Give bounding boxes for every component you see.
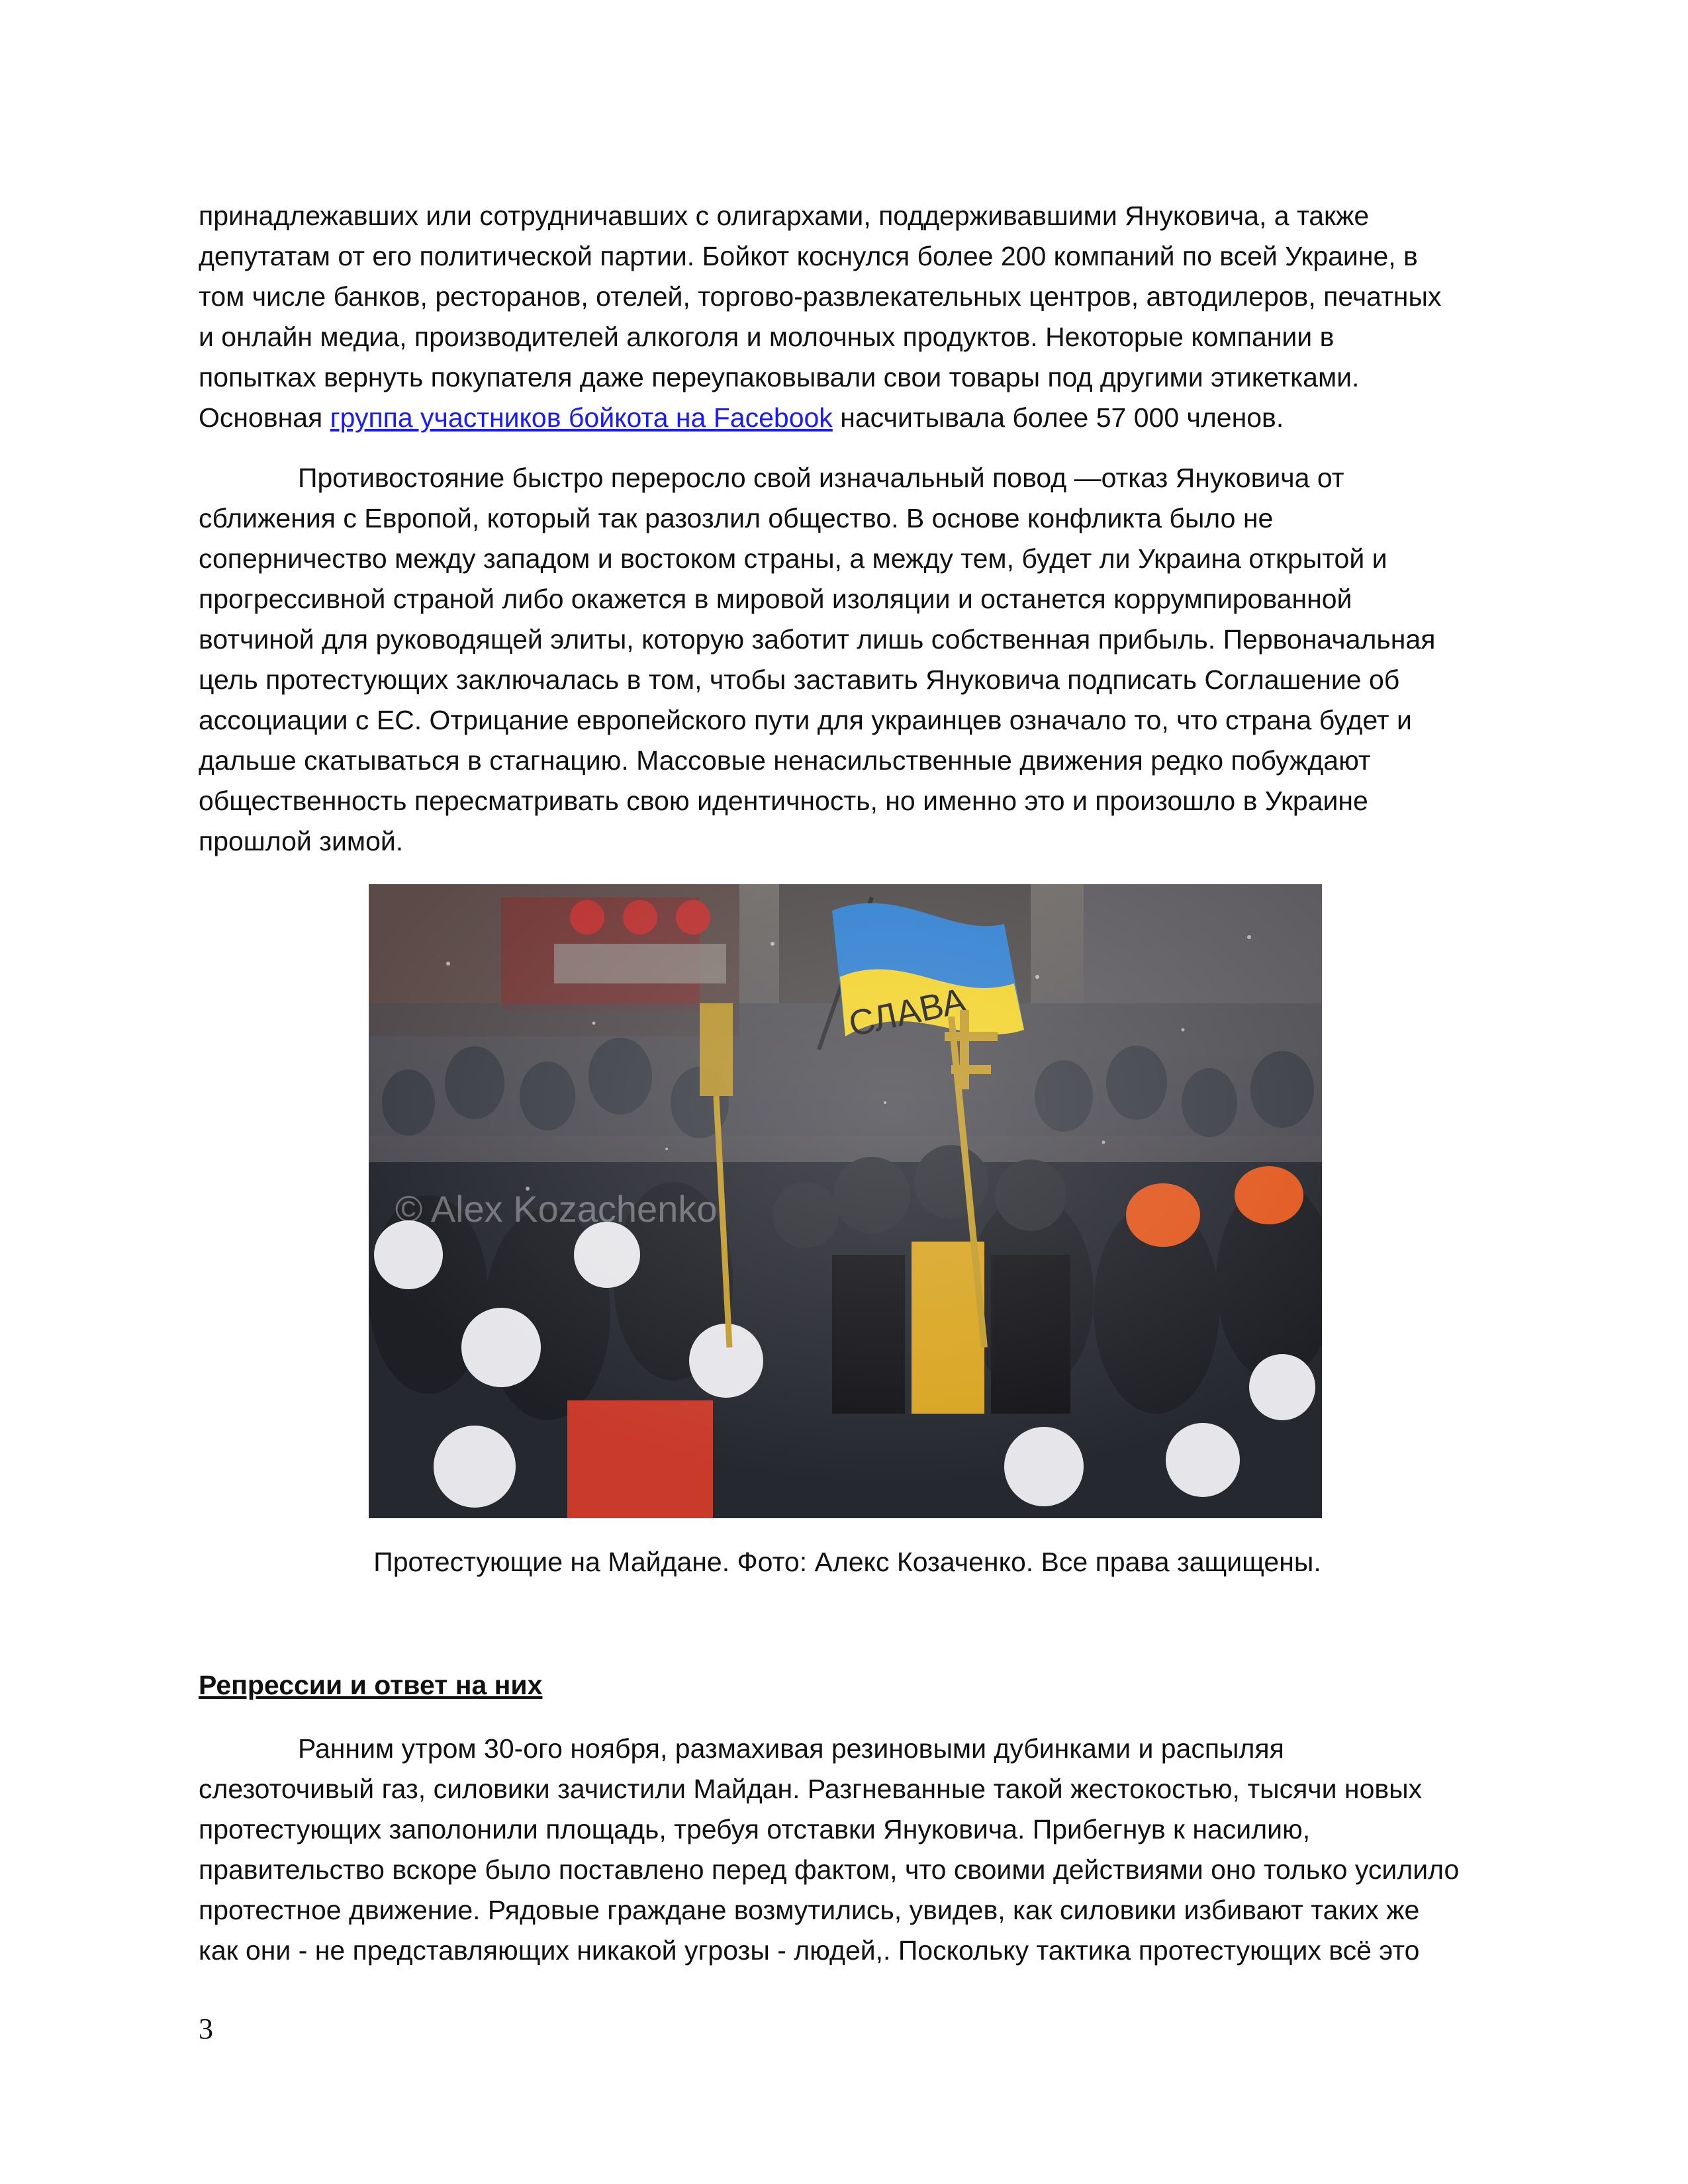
text-line: протестующих заполонили площадь, требуя отставки Януковича. Прибегнув к насилию, — [199, 1814, 1311, 1844]
paragraph-boycott — [199, 196, 1496, 438]
text-line: ассоциации с ЕС. Отрицание европейского пути для украинцев означало то, что страна будет и — [199, 705, 1412, 735]
photo-caption: Протестующие на Майдане. Фото: Алекс Козаченко. Все права защищены. — [373, 1547, 1321, 1577]
paragraph-confrontation — [199, 458, 1496, 862]
text-line: дальше скатываться в стагнацию. Массовые ненасильственные движения редко побуждают — [199, 745, 1371, 776]
text-line-with-link — [199, 398, 1496, 438]
text-line: принадлежавших или сотрудничавших с олигархами, поддерживавшими Януковича, а также — [199, 201, 1370, 231]
text-line: цель протестующих заключалась в том, чтобы заставить Януковича подписать Соглашение об — [199, 664, 1400, 695]
text-line: и онлайн медиа, производителей алкоголя и молочных продуктов. Некоторые компании в — [199, 322, 1335, 352]
section-heading: Репрессии и ответ на них — [199, 1670, 543, 1700]
text-line: правительство вскоре было поставлено перед фактом, что своими действиями оно только усилило — [199, 1854, 1460, 1885]
text-line: попытках вернуть покупателя даже переупаковывали свои товары под другими этикетками. — [199, 362, 1360, 392]
text-line: Противостояние быстро переросло свой изначальный повод —отказ Януковича от — [298, 463, 1344, 493]
paragraph-repressions — [199, 1729, 1496, 1971]
text-line: депутатам от его политической партии. Бойкот коснулся более 200 компаний по всей Украине, в — [199, 241, 1418, 271]
text-line: слезоточивый газ, силовики зачистили Майдан. Разгневанные такой жестокостью, тысячи новых — [199, 1774, 1423, 1804]
page-number: 3 — [199, 2013, 213, 2045]
text-segment: насчитывала более 57 000 членов. — [832, 402, 1284, 433]
maidan-protest-photo — [369, 884, 1322, 1518]
text-line: как они - не представляющих никакой угрозы - людей,. Поскольку тактика протестующих всё это — [199, 1935, 1420, 1966]
text-line: вотчиной для руководящей элиты, которую заботит лишь собственная прибыль. Первоначальная — [199, 624, 1436, 655]
text-line: том числе банков, ресторанов, отелей, торгово-развлекательных центров, автодилеров, печатных — [199, 281, 1442, 312]
text-segment: Основная — [199, 402, 330, 433]
facebook-boycott-group-link[interactable]: группа участников бойкота на Facebook — [330, 402, 833, 433]
text-line: соперничество между западом и востоком страны, а между тем, будет ли Украина открытой и — [199, 543, 1387, 574]
text-line: сближения с Европой, который так разозлил общество. В основе конфликта было не — [199, 503, 1274, 533]
text-line: протестное движение. Рядовые граждане возмутились, увидев, как силовики избивают таких же — [199, 1895, 1420, 1925]
text-line: Ранним утром 30-ого ноября, размахивая резиновыми дубинками и распыляя — [298, 1733, 1284, 1764]
text-line: прошлой зимой. — [199, 826, 404, 856]
text-line: прогрессивной страной либо окажется в мировой изоляции и останется коррумпированной — [199, 584, 1352, 614]
photo-watermark: © Alex Kozachenko — [395, 1188, 718, 1230]
text-line: общественность пересматривать свою идентичность, но именно это и произошло в Украине — [199, 786, 1368, 816]
